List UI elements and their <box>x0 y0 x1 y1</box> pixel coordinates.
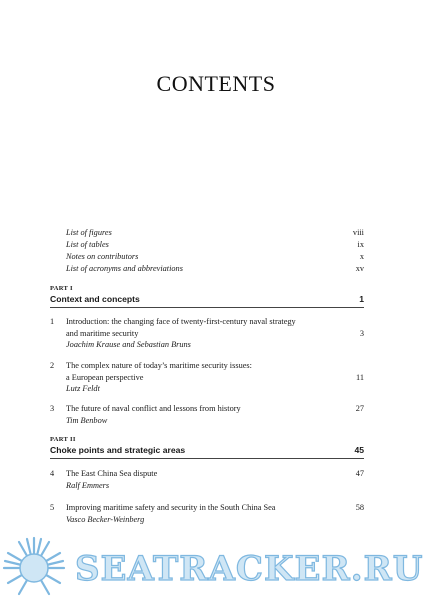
chapter-author: Tim Benbow <box>66 415 108 425</box>
chapter-title-line: Improving maritime safety and security in the South China Sea <box>66 503 276 512</box>
page-number: xv <box>355 264 364 273</box>
part-title: Choke points and strategic areas <box>50 445 186 455</box>
chapter-number: 4 <box>50 469 55 478</box>
watermark-text: SEATRACKER.RU <box>75 549 424 589</box>
chapter-entry[interactable] <box>50 316 364 351</box>
page-number: 58 <box>355 503 364 512</box>
front-matter-list <box>66 228 364 276</box>
chapter-entry[interactable] <box>50 502 364 525</box>
watermark <box>0 534 432 600</box>
chapter-title-line: and maritime security <box>66 328 139 338</box>
part-label: PART II <box>50 436 76 443</box>
page-number: 47 <box>355 469 364 478</box>
entry-label: List of tables <box>66 240 109 249</box>
page-number: 1 <box>359 294 364 304</box>
list-item[interactable] <box>66 228 364 240</box>
part-title-row[interactable] <box>50 294 364 308</box>
page-number: 45 <box>354 445 364 455</box>
chapter-number: 1 <box>50 317 55 326</box>
chapter-title-line: a European perspective <box>66 372 144 382</box>
page-number: x <box>359 252 364 261</box>
chapter-title-line: The future of naval conflict and lessons from history <box>66 404 241 413</box>
chapter-number: 2 <box>50 361 55 370</box>
chapter-entry[interactable] <box>50 403 364 426</box>
part-heading <box>50 285 364 308</box>
chapter-title-line: The complex nature of today’s maritime security issues: <box>66 361 252 370</box>
chapter-author: Ralf Emmers <box>66 480 110 490</box>
chapter-title-line: Introduction: the changing face of twenty-first-century naval strategy <box>66 317 296 326</box>
chapter-entry[interactable] <box>50 360 364 395</box>
part-heading <box>50 436 364 459</box>
part-title-row[interactable] <box>50 445 364 459</box>
chapter-title-line: The East China Sea dispute <box>66 469 158 478</box>
part-label: PART I <box>50 285 73 292</box>
list-item[interactable] <box>66 252 364 264</box>
sun-burst-icon <box>0 534 76 600</box>
page-number: 27 <box>355 404 364 413</box>
page-number: 11 <box>356 372 364 382</box>
part-title: Context and concepts <box>50 294 140 304</box>
page-title: CONTENTS <box>156 71 276 96</box>
chapter-author: Lutz Feldt <box>66 384 100 393</box>
chapter-author: Vasco Becker-Weinberg <box>66 514 145 524</box>
page-number: viii <box>352 228 364 237</box>
list-item[interactable] <box>66 264 364 276</box>
chapter-number: 3 <box>50 404 55 413</box>
page-number: 3 <box>359 328 364 338</box>
entry-label: List of figures <box>66 228 112 237</box>
chapter-entry[interactable] <box>50 468 364 491</box>
chapter-number: 5 <box>50 503 55 512</box>
chapter-author: Joachim Krause and Sebastian Bruns <box>66 340 191 349</box>
entry-label: Notes on contributors <box>66 252 139 261</box>
list-item[interactable] <box>66 240 364 252</box>
entry-label: List of acronyms and abbreviations <box>66 264 183 273</box>
page-number: ix <box>357 240 364 249</box>
